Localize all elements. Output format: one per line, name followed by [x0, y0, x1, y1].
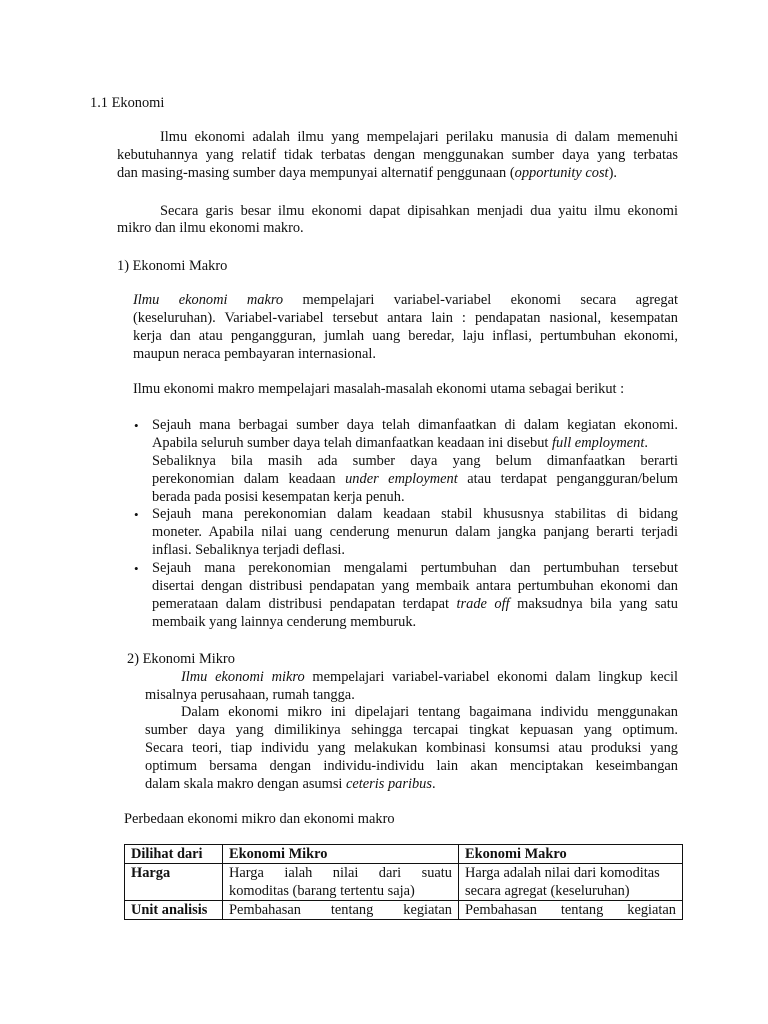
- intro-paragraph-line: mikro dan ilmu ekonomi makro.: [117, 220, 304, 236]
- comparison-table: [124, 844, 683, 920]
- bullet-icon: •: [134, 561, 139, 576]
- table-cell: Harga adalah nilai dari komoditas secara agregat (keseluruhan): [459, 864, 683, 901]
- bullet-line: perekonomian dalam keadaan under employment atau terdapat pengangguran/belum: [152, 471, 678, 487]
- bullet-line: Sebaliknya bila masih ada sumber daya yang belum dimanfaatkan berarti: [152, 453, 678, 469]
- bullet-line: membaik yang lainnya cenderung memburuk.: [152, 614, 417, 630]
- table-header-cell: Dilihat dari: [125, 845, 223, 864]
- mikro-paragraph-line: misalnya perusahaan, rumah tangga.: [145, 687, 355, 703]
- comparison-caption: Perbedaan ekonomi mikro dan ekonomi makro: [124, 811, 395, 827]
- mikro-paragraph-line: sumber daya yang dimilikinya sehingga tercapai tingkat kepuasan yang optimum.: [145, 722, 678, 738]
- makro-heading: 1) Ekonomi Makro: [117, 258, 228, 274]
- bullet-line: berada pada posisi kesempatan kerja penuh.: [152, 489, 405, 505]
- bullet-line: pemerataan dalam distribusi pendapatan terdapat trade off maksudnya bila yang satu: [152, 596, 678, 612]
- bullet-icon: •: [134, 418, 139, 433]
- makro-term: Ilmu ekonomi makro: [133, 292, 284, 308]
- makro-definition-line: Ilmu ekonomi makro mempelajari variabel-variabel ekonomi secara agregat: [133, 292, 678, 308]
- bullet-line: moneter. Apabila nilai uang cenderung menurun dalam jangka panjang berarti terjadi: [152, 524, 678, 540]
- mikro-paragraph-line: Secara teori, tiap individu yang melakukan kombinasi konsumsi atau produksi yang: [145, 740, 678, 756]
- mikro-paragraph-line: Ilmu ekonomi mikro mempelajari variabel-variabel ekonomi dalam lingkup kecil: [181, 669, 678, 685]
- intro-paragraph-line: dan masing-masing sumber daya mempunyai alternatif penggunaan (opportunity cost).: [117, 165, 617, 181]
- table-row-label: Harga: [125, 864, 223, 901]
- mikro-term: Ilmu ekonomi mikro: [181, 669, 305, 685]
- table-row-label: Unit analisis: [125, 901, 223, 920]
- intro-paragraph-line: Ilmu ekonomi adalah ilmu yang mempelajari perilaku manusia di dalam memenuhi: [160, 129, 678, 145]
- section-title: 1.1 Ekonomi: [90, 95, 165, 111]
- table-row: [125, 901, 683, 920]
- bullet-line: Sejauh mana perekonomian mengalami pertumbuhan dan pertumbuhan tersebut: [152, 560, 678, 576]
- makro-definition-line: kerja dan atau pengangguran, jumlah uang beredar, laju inflasi, pertumbuhan ekonomi,: [133, 328, 678, 344]
- table-header-cell: Ekonomi Makro: [459, 845, 683, 864]
- intro-paragraph-line: kebutuhannya yang relatif tidak terbatas dengan menggunakan sumber daya yang terbatas: [117, 147, 678, 163]
- table-cell: Harga ialah nilai dari suatu komoditas (barang tertentu saja): [223, 864, 459, 901]
- mikro-paragraph-line: optimum bersama dengan individu-individu lain akan menciptakan keseimbangan: [145, 758, 678, 774]
- table-cell: Pembahasan tentang kegiatan: [459, 901, 683, 920]
- bullet-line: inflasi. Sebaliknya terjadi deflasi.: [152, 542, 346, 558]
- mikro-heading: 2) Ekonomi Mikro: [127, 651, 235, 667]
- bullet-line: Sejauh mana berbagai sumber daya telah dimanfaatkan di dalam kegiatan ekonomi.: [152, 417, 678, 433]
- bullet-line: Apabila seluruh sumber daya telah dimanfaatkan keadaan ini disebut full employment.: [152, 435, 648, 451]
- under-employment-term: under employment: [345, 471, 458, 487]
- trade-off-term: trade off: [456, 596, 510, 612]
- table-cell: Pembahasan tentang kegiatan: [223, 901, 459, 920]
- table-header-row: [125, 845, 683, 864]
- mikro-paragraph-line: dalam skala makro dengan asumsi ceteris paribus.: [145, 776, 436, 792]
- bullet-line: Sejauh mana perekonomian dalam keadaan stabil khususnya stabilitas di bidang: [152, 506, 678, 522]
- opportunity-cost-term: opportunity cost: [514, 165, 609, 181]
- intro-paragraph-line: Secara garis besar ilmu ekonomi dapat dipisahkan menjadi dua yaitu ilmu ekonomi: [160, 203, 678, 219]
- bullet-icon: •: [134, 507, 139, 522]
- table-row: [125, 864, 683, 901]
- table-header-cell: Ekonomi Mikro: [223, 845, 459, 864]
- mikro-paragraph-line: Dalam ekonomi mikro ini dipelajari tentang bagaimana individu menggunakan: [181, 704, 678, 720]
- ceteris-paribus-term: ceteris paribus: [346, 776, 432, 792]
- full-employment-term: full employment: [552, 435, 645, 451]
- makro-definition-line: (keseluruhan). Variabel-variabel tersebut antara lain : pendapatan nasional, kesempatan: [133, 310, 678, 326]
- bullet-line: disertai dengan distribusi pendapatan yang membaik antara pertumbuhan ekonomi dan: [152, 578, 678, 594]
- makro-issues-intro: Ilmu ekonomi makro mempelajari masalah-masalah ekonomi utama sebagai berikut :: [133, 381, 625, 397]
- makro-definition-line: maupun neraca pembayaran internasional.: [133, 346, 376, 362]
